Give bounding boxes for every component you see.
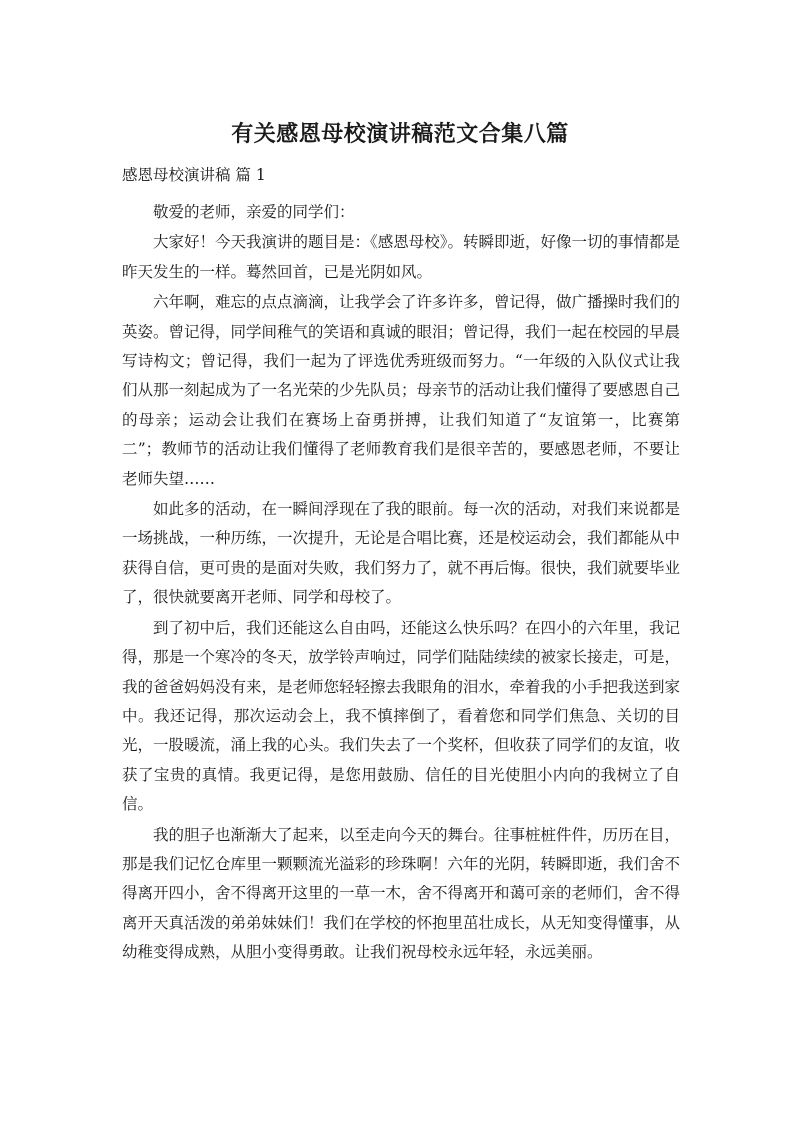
paragraph-teacher-care: 到了初中后，我们还能这么自由吗，还能这么快乐吗？在四小的六年里，我记得，那是一个寒冷的冬天，放学铃声响过，同学们陆陆续续的被家长接走，可是，我的爸爸妈妈没有来，是老师您轻轻擦去我眼角的泪水，牵着我的小手把我送到家中。我还记得，那次运动会上，我不慎摔倒了，看着您和同学们焦急、关切的目光，一股暖流，涌上我的心头。我们失去了一个奖杯，但收获了同学们的友谊，收获了宝贵的真情。我更记得，是您用鼓励、信任的目光使胆小内向的我树立了自信。 xyxy=(122,618,681,814)
paragraph-greeting: 敬爱的老师，亲爱的同学们： xyxy=(153,203,355,221)
paragraph-intro: 大家好！今天我演讲的题目是：《感恩母校》。转瞬即逝，好像一切的事情都是昨天发生的一样。蓦然回首，已是光阴如风。 xyxy=(122,233,681,281)
paragraph-memories: 六年啊，难忘的点点滴滴，让我学会了许多许多，曾记得，做广播操时我们的英姿。曾记得，同学间稚气的笑语和真诚的眼泪；曾记得，我们一起在校园的早晨写诗构文；曾记得，我们一起为了评选优秀班级而努力。“一年级的入队仪式让我们从那一刻起成为了一名光荣的少先队员；母亲节的活动让我们懂得了要感恩自己的母亲；运动会让我们在赛场上奋勇拼搏，让我们知道了“友谊第一，比赛第二”；教师节的活动让我们懂得了老师教育我们是很辛苦的，要感恩老师，不要让老师失望…… xyxy=(122,293,681,488)
document-body xyxy=(122,161,680,969)
paragraph-closing: 我的胆子也渐渐大了起来，以至走向今天的舞台。往事桩桩件件，历历在目，那是我们记忆仓库里一颗颗流光溢彩的珍珠啊！六年的光阴，转瞬即逝，我们舍不得离开四小，舍不得离开这里的一草一木，舍不得离开和蔼可亲的老师们，舍不得离开天真活泼的弟弟妹妹们！我们在学校的怀抱里茁壮成长，从无知变得懂事，从幼稚变得成熟，从胆小变得勇敢。让我们祝母校永远年轻，永远美丽。 xyxy=(122,825,681,962)
paragraph-activities: 如此多的活动，在一瞬间浮现在了我的眼前。每一次的活动，对我们来说都是一场挑战，一种历练，一次提升，无论是合唱比赛，还是校运动会，我们都能从中获得自信，更可贵的是面对失败，我们努力了，就不再后悔。很快，我们就要毕业了，很快就要离开老师、同学和母校了。 xyxy=(122,500,681,607)
section-heading: 感恩母校演讲稿 篇 1 xyxy=(122,166,266,184)
document-title: 有关感恩母校演讲稿范文合集八篇 xyxy=(231,122,569,147)
